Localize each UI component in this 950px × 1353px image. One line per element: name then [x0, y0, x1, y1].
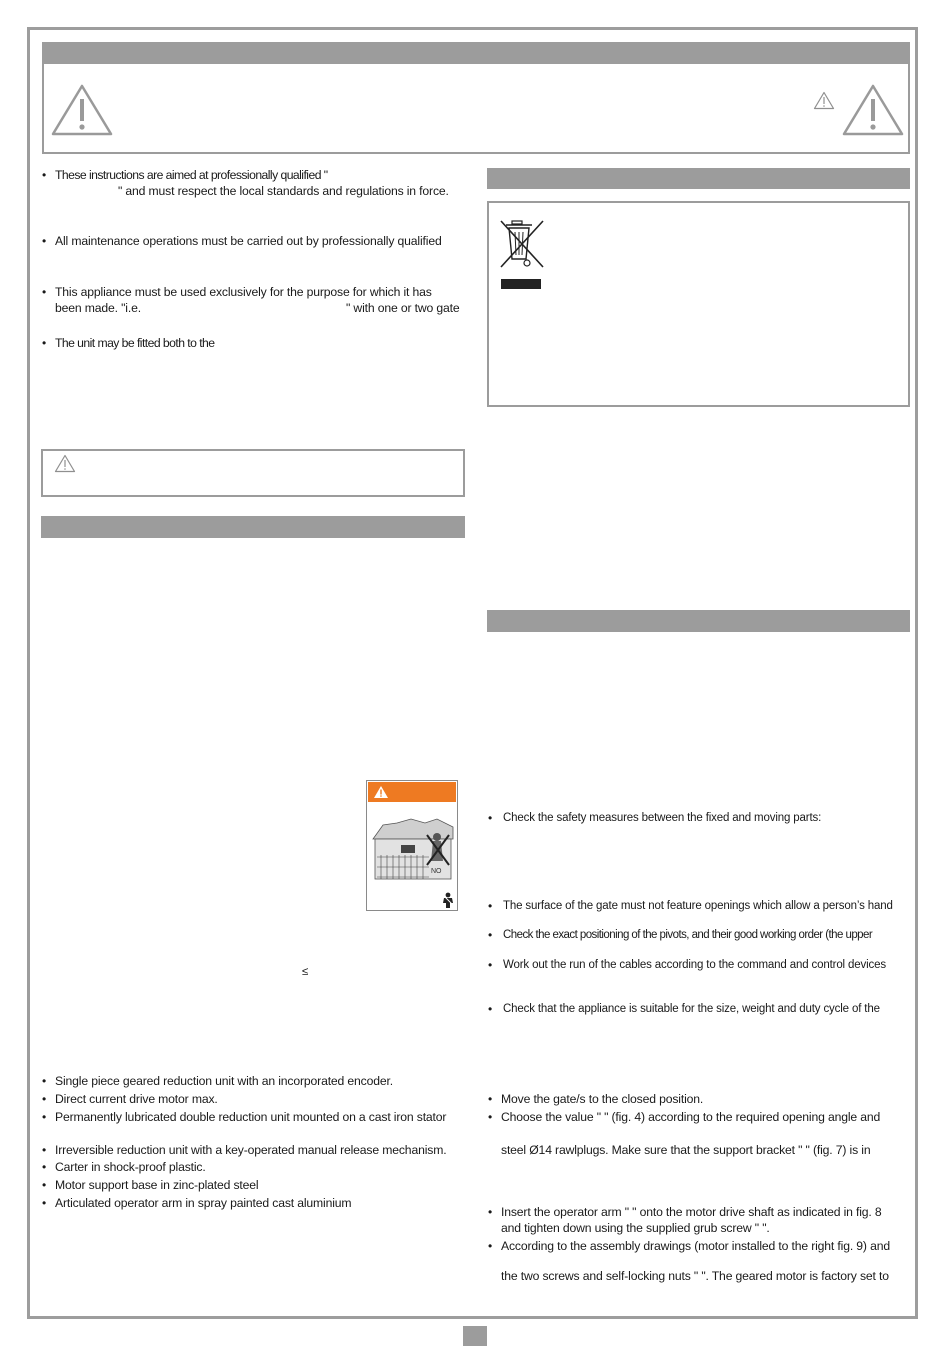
bullet-f5: •: [42, 1160, 47, 1174]
check-item-2: The surface of the gate must not feature openings which allow a person’s hand: [503, 900, 893, 912]
bullet-c5: •: [488, 1002, 493, 1016]
feature-item-3: Permanently lubricated double reduction unit mounted on a cast iron stator: [55, 1110, 447, 1124]
warning-triangle-icon-large-right: [841, 83, 905, 137]
bullet-c4: •: [488, 958, 493, 972]
install-step-4: According to the assembly drawings (motor installed to the right fig. 9) and: [501, 1239, 890, 1253]
paragraph-maintenance-line1: All maintenance operations must be carried out by professionally qualified: [55, 234, 442, 248]
page-number-tab: [463, 1326, 487, 1346]
bullet-f1: •: [42, 1074, 47, 1088]
feature-item-7: Articulated operator arm in spray painted cast aluminium: [55, 1196, 352, 1210]
bullet-i1: •: [488, 1092, 493, 1106]
warning-triangle-icon-card: [373, 785, 389, 799]
bullet-3: •: [42, 285, 47, 299]
gate-hazard-illustration: [371, 805, 455, 881]
feature-item-1: Single piece geared reduction unit with an incorporated encoder.: [55, 1074, 393, 1088]
check-item-3: Check the exact positioning of the pivots, and their good working order (the upper: [503, 929, 873, 941]
bullet-i4: •: [488, 1239, 493, 1253]
feature-item-2: Direct current drive motor max.: [55, 1092, 218, 1106]
check-item-4: Work out the run of the cables according to the command and control devices: [503, 959, 886, 971]
paragraph-purpose-line2a: been made. "i.e.: [55, 301, 141, 315]
install-step-1: Move the gate/s to the closed position.: [501, 1092, 704, 1106]
install-step-3-line2: and tighten down using the supplied grub screw " ".: [501, 1221, 770, 1235]
less-equal-symbol: ≤: [302, 966, 309, 978]
paragraph-purpose-line2b: " with one or two gate: [346, 301, 460, 315]
left-warning-box: [41, 449, 465, 497]
top-header-bar: [42, 42, 910, 64]
bullet-1: •: [42, 168, 47, 182]
install-step-2-continued: steel Ø14 rawlplugs. Make sure that the support bracket " " (fig. 7) is in: [501, 1143, 871, 1157]
bullet-2: •: [42, 234, 47, 248]
paragraph-qualified-line2: " and must respect the local standards and regulations in force.: [118, 184, 449, 198]
weee-box: [487, 201, 910, 407]
svg-text:NO: NO: [431, 868, 442, 875]
weee-crossed-bin-icon: [498, 219, 546, 291]
paragraph-qualified-line1: These instructions are aimed at professionally qualified ": [55, 168, 328, 182]
bullet-4: •: [42, 336, 47, 350]
left-section-header-bar: [41, 516, 465, 538]
paragraph-purpose-line1: This appliance must be used exclusively for the purpose for which it has: [55, 285, 432, 299]
bullet-i3: •: [488, 1205, 493, 1219]
feature-item-5: Carter in shock-proof plastic.: [55, 1160, 206, 1174]
bullet-i2: •: [488, 1110, 493, 1124]
check-item-5: Check that the appliance is suitable for the size, weight and duty cycle of the: [503, 1003, 880, 1015]
child-figure-icon: [441, 892, 455, 908]
warning-triangle-icon-left-box: [54, 454, 76, 473]
right-section-header-bar-top: [487, 168, 910, 189]
feature-item-4: Irreversible reduction unit with a key-operated manual release mechanism.: [55, 1143, 447, 1157]
feature-item-6: Motor support base in zinc-plated steel: [55, 1178, 259, 1192]
warning-triangle-icon-large-left: [50, 83, 114, 137]
bullet-f2: •: [42, 1092, 47, 1106]
bullet-f4: •: [42, 1143, 47, 1157]
check-item-1: Check the safety measures between the fixed and moving parts:: [503, 812, 822, 824]
right-section-header-bar-bottom: [487, 610, 910, 632]
paragraph-fitting-line1: The unit may be fitted both to the: [55, 336, 215, 350]
top-warning-box: [42, 64, 910, 154]
bullet-f7: •: [42, 1196, 47, 1210]
warning-triangle-icon-small: [813, 91, 835, 110]
install-step-4-continued: the two screws and self-locking nuts " ". The geared motor is factory set to: [501, 1269, 889, 1283]
bullet-c3: •: [488, 928, 493, 942]
bullet-f3: •: [42, 1110, 47, 1124]
bullet-c1: •: [488, 811, 493, 825]
warning-pictogram-card: [366, 780, 458, 911]
bullet-c2: •: [488, 899, 493, 913]
install-step-3-line1: Insert the operator arm " " onto the motor drive shaft as indicated in fig. 8: [501, 1205, 882, 1219]
install-step-2: Choose the value " " (fig. 4) according to the required opening angle and: [501, 1110, 881, 1124]
bullet-f6: •: [42, 1178, 47, 1192]
